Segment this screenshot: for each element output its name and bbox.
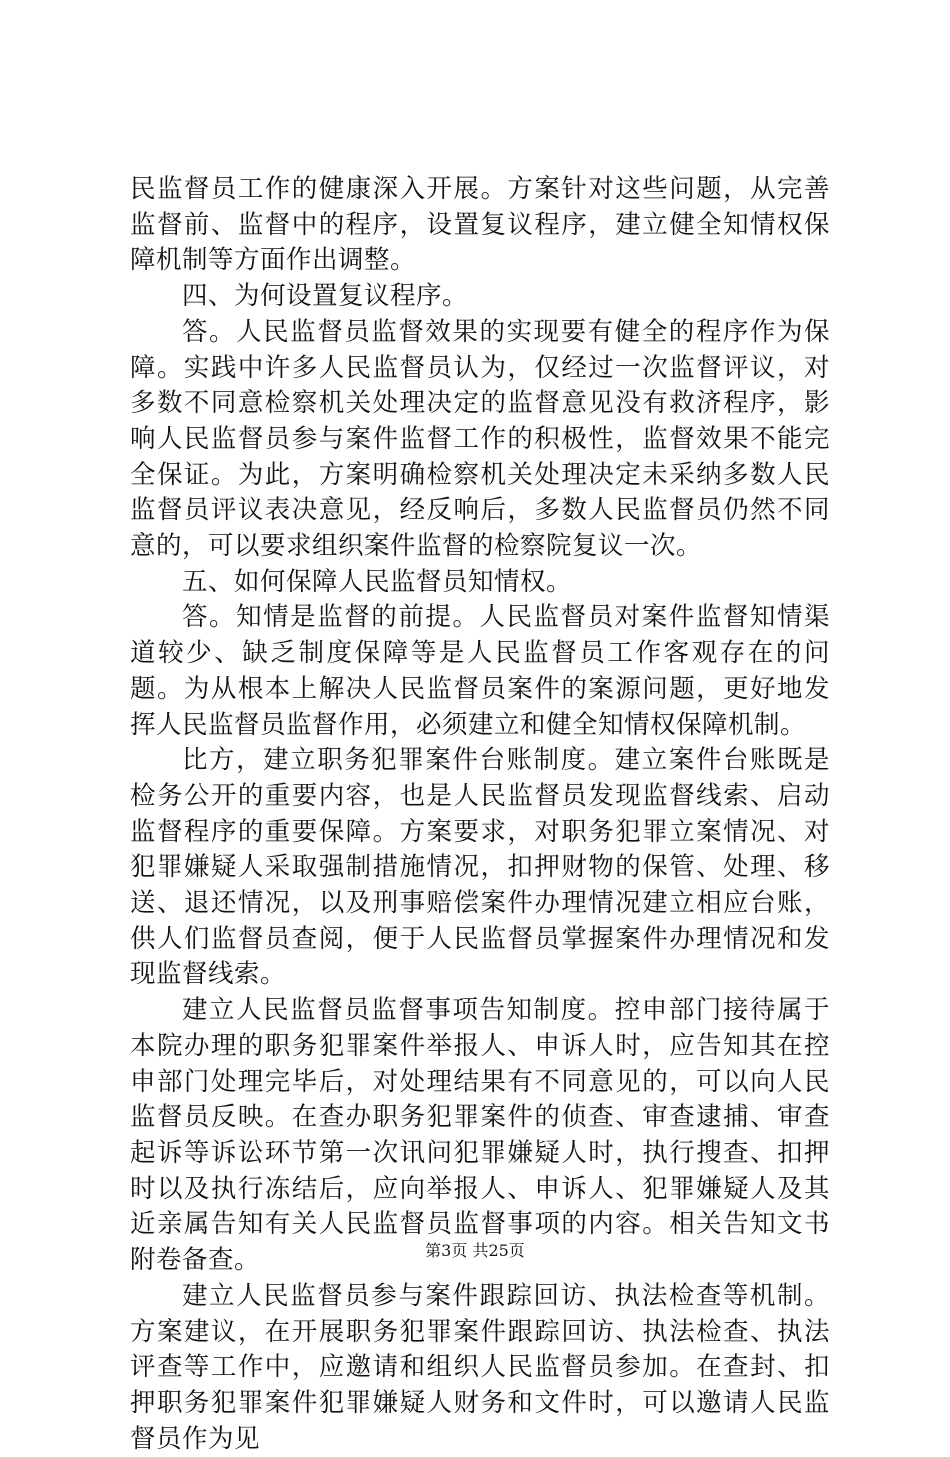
page-footer [0, 1241, 950, 1261]
section-heading-4: 四、为何设置复议程序。 [182, 281, 469, 312]
paragraph-1: 民监督员工作的健康深入开展。方案针对这些问题，从完善监督前、监督中的程序，设置复议程序，建立健全知情权保障机制等方面作出调整。 [130, 174, 830, 276]
paragraph-8: 建立人民监督员参与案件跟踪回访、执法检查等机制。方案建议，在开展职务犯罪案件跟踪回访、执法检查、执法评查等工作中，应邀请和组织人民监督员参加。在查封、扣押职务犯罪案件犯罪嫌疑人财务和文件时，可以邀请人民监督员作为见 [130, 1280, 830, 1454]
section-heading-5: 五、如何保障人民监督员知情权。 [182, 566, 573, 597]
paragraph-7: 建立人民监督员监督事项告知制度。控申部门接待属于本院办理的职务犯罪案件举报人、申诉人时，应告知其在控申部门处理完毕后，对处理结果有不同意见的，可以向人民监督员反映。在查办职务犯罪案件的侦查、审查逮捕、审查起诉等诉讼环节第一次讯问犯罪嫌疑人时，执行搜查、扣押时以及执行冻结后，应向举报人、申诉人、犯罪嫌疑人及其近亲属告知有关人民监督员监督事项的内容。相关告知文书附卷备查。 [130, 995, 830, 1276]
document-body [130, 172, 830, 1457]
paragraph-5: 答。知情是监督的前提。人民监督员对案件监督知情渠道较少、缺乏制度保障等是人民监督员工作客观存在的问题。为从根本上解决人民监督员案件的案源问题，更好地发挥人民监督员监督作用，必须建立和健全知情权保障机制。 [130, 602, 830, 740]
paragraph-3: 答。人民监督员监督效果的实现要有健全的程序作为保障。实践中许多人民监督员认为，仅经过一次监督评议，对多数不同意检察机关处理决定的监督意见没有救济程序，影响人民监督员参与案件监督工作的积极性，监督效果不能完全保证。为此，方案明确检察机关处理决定未采纳多数人民监督员评议表决意见，经反响后，多数人民监督员仍然不同意的，可以要求组织案件监督的检察院复议一次。 [130, 316, 830, 562]
page-number: 第3页 共25页 [425, 1241, 525, 1260]
paragraph-6: 比方，建立职务犯罪案件台账制度。建立案件台账既是检务公开的重要内容，也是人民监督员发现监督线索、启动监督程序的重要保障。方案要求，对职务犯罪立案情况、对犯罪嫌疑人采取强制措施情况，扣押财物的保管、处理、移送、退还情况，以及刑事赔偿案件办理情况建立相应台账，供人们监督员查阅，便于人民监督员掌握案件办理情况和发现监督线索。 [130, 745, 830, 990]
